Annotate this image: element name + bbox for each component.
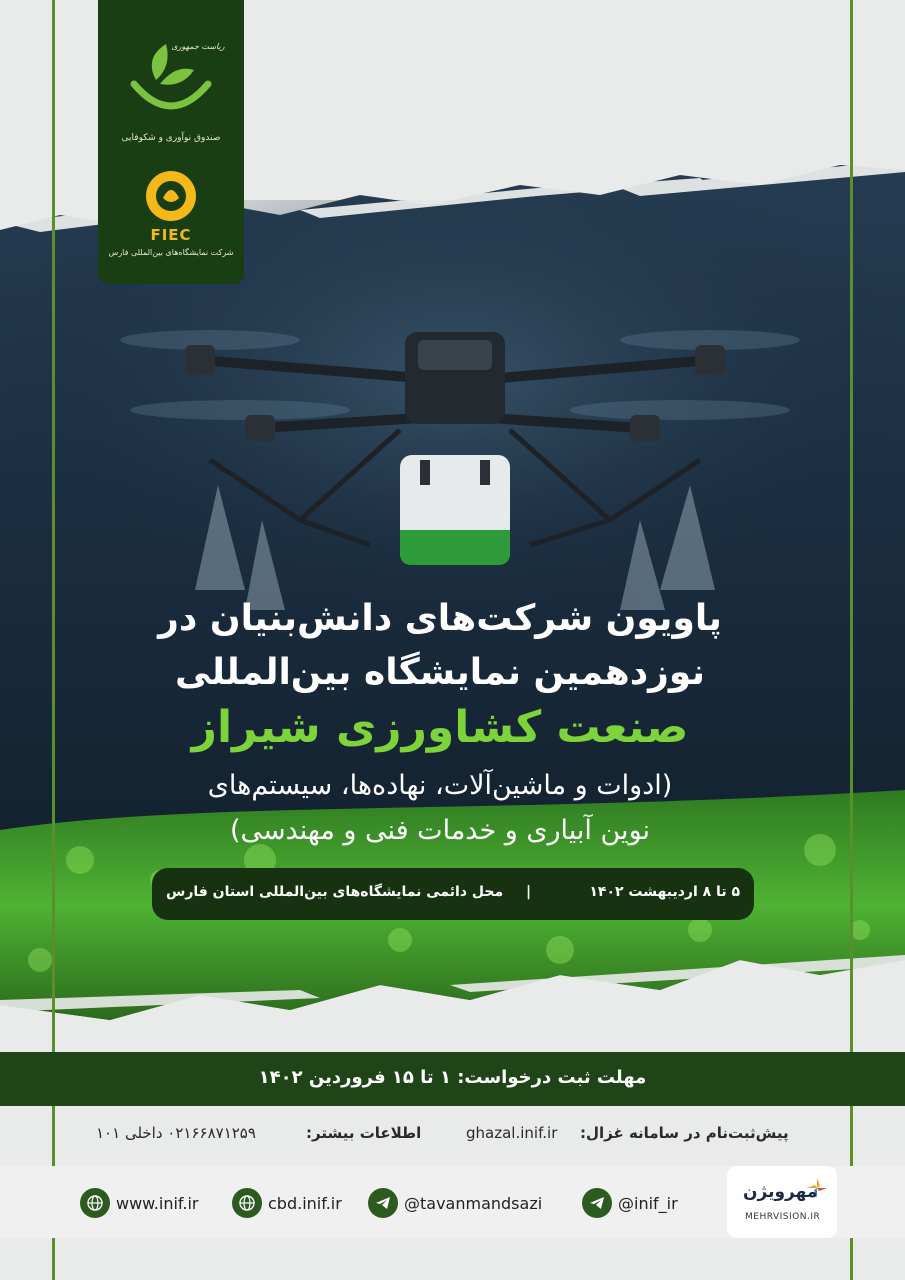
social-link-text: @inif_ir	[618, 1193, 678, 1213]
mehrvision-url: MEHRVISION.IR	[745, 1212, 821, 1222]
fiec-wordmark: FIEC	[150, 226, 192, 244]
social-link-cbd[interactable]	[232, 1186, 342, 1220]
mehrvision-logo	[727, 1166, 837, 1238]
contact-phone: ۰۲۱۶۶۸۷۱۲۵۹ داخلی ۱۰۱	[96, 1124, 256, 1142]
telegram-icon	[368, 1188, 398, 1218]
social-link-text: cbd.inif.ir	[268, 1193, 342, 1213]
fiec-emblem	[143, 168, 199, 224]
social-link-telegram-inif[interactable]	[582, 1186, 678, 1220]
social-link-telegram-tavanmandsazi[interactable]	[368, 1186, 542, 1220]
contact-label: اطلاعات بیشتر:	[306, 1124, 422, 1142]
social-link-text: www.inif.ir	[116, 1193, 199, 1213]
mehrvision-wordmark: مهرویژن	[743, 1182, 818, 1202]
event-venue: محل دائمی نمایشگاه‌های بین‌المللی استان فارس	[166, 884, 504, 900]
globe-icon	[80, 1188, 110, 1218]
event-info-pill	[152, 868, 754, 920]
headline-line-5: نوین آبیاری و خدمات فنی و مهندسی)	[229, 815, 651, 846]
presidency-caption: ریاست جمهوری	[171, 42, 225, 51]
event-separator: |	[526, 884, 532, 900]
social-link-text: @tavanmandsazi	[404, 1193, 543, 1213]
fund-caption: صندوق نوآوری و شکوفایی	[121, 133, 221, 143]
deadline-text: مهلت ثبت درخواست: ۱ تا ۱۵ فروردین ۱۴۰۲	[258, 1067, 647, 1088]
info-row	[0, 1124, 905, 1152]
event-dates: ۵ تا ۸ اردیبهشت ۱۴۰۲	[589, 884, 740, 900]
globe-icon	[232, 1188, 262, 1218]
fiec-caption: شرکت نمایشگاه‌های بین‌المللی فارس	[108, 248, 234, 257]
headline-line-3: صنعت کشاورزی شیراز	[191, 702, 689, 753]
headline-line-1: پاویون شرکت‌های دانش‌بنیان در	[158, 598, 722, 639]
headline-line-2: نوزدهمین نمایشگاه بین‌المللی	[175, 652, 705, 693]
deadline-band	[0, 1052, 905, 1106]
social-link-website[interactable]	[80, 1186, 198, 1220]
register-label: پیش‌ثبت‌نام در سامانه غزال:	[580, 1124, 789, 1142]
sponsor-logo-panel	[98, 0, 244, 284]
headline-line-4: (ادوات و ماشین‌آلات، نهاده‌ها، سیستم‌های	[207, 770, 673, 801]
telegram-icon	[582, 1188, 612, 1218]
register-url[interactable]: ghazal.inif.ir	[466, 1124, 558, 1142]
